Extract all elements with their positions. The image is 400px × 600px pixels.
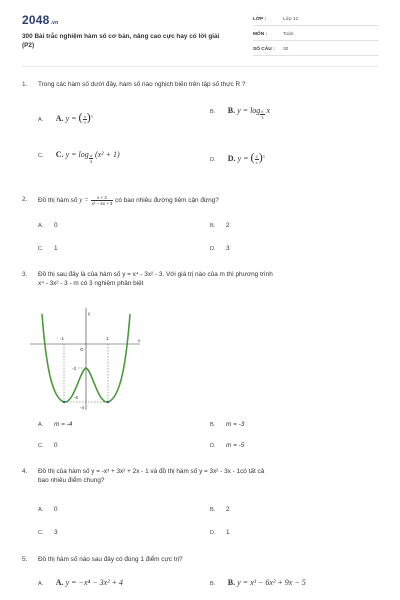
q2-option-c[interactable]: C. 1 [38,245,58,252]
graph-label-y-mid: -3 [72,366,77,371]
q1-option-d[interactable]: D. D. y = ( $\frac{2}{e}$ )$^x$ [210,150,265,165]
question-1: 1. Trong các hàm số dưới đây, hàm số nào nghịch biến trên tập số thực R ? [22,81,246,88]
graph-label-x-neg: -1 [60,336,65,341]
q2-option-d[interactable]: D. 3 [210,245,230,252]
q4-option-c[interactable]: C. 3 [38,529,58,536]
meta-row-count: SỐ CÂU : 30 [253,44,379,56]
q3-option-c[interactable]: C. 0 [38,442,58,449]
question-3: 3. Đồ thị sau đây là của hàm số y = x⁴ - 3x² - 3. Với giá trị nào của m thì phương trình x⁴ - 3x² - 3 - m có 3 nghiệm phân biệt [22,271,273,287]
q4-option-a[interactable]: A. 0 [38,506,58,513]
quartic-graph [28,306,146,412]
question-5: 5. Đồ thị hàm số nào sau đây có đúng 1 điểm cực trị? [22,556,183,563]
q3-option-d[interactable]: D. m = -5 [210,442,245,449]
q1-option-c[interactable]: C. C. y = log $\frac{\pi}{4}$ (x² + 1) [38,150,120,164]
graph-label-origin: O [80,347,84,352]
site-logo[interactable]: 2048.vn [22,13,59,27]
q5-option-b[interactable]: B. B. y = x³ − 6x² + 9x − 5 [210,578,306,587]
question-2: 2. Đồ thị hàm số y = $\frac{x + 2}{\text{x² − 4x + 3}}$ có bao nhiêu đường tiệm cận đứng? [22,195,219,206]
q1-option-b[interactable]: B. B. y = log $\frac{\pi}{3}$ x [210,106,271,120]
graph-label-x: x [138,338,141,343]
question-4: 4. Đồ thị của hàm số y = -x³ + 3x² + 2x - 1 và đồ thị hàm số y = 3x² - 3x - 1có tất cả bao nhiêu điểm chung? [22,468,265,484]
q4-option-b[interactable]: B. 2 [210,506,230,513]
meta-row-subject: MÔN : Toán [253,29,379,41]
q4-option-d[interactable]: D. 1 [210,529,230,536]
graph-label-y-low: -4 [80,405,85,410]
divider [22,66,378,67]
document-title: 300 Bài trắc nghiệm hàm số cơ bản, nâng cao cực hay có lời giải (P2) [22,33,220,49]
q3-option-b[interactable]: B. m = -3 [210,421,245,428]
graph-label-y: y [88,311,91,316]
meta-row-class: LỚP : Lớp 12 [253,14,379,26]
graph-label-y-min: -5 [74,395,79,400]
q2-option-b[interactable]: B. 2 [210,222,230,229]
q3-option-a[interactable]: A. m = -4 [38,421,73,428]
q2-option-a[interactable]: A. 0 [38,222,58,229]
q5-option-a[interactable]: A. A. y = −x⁴ − 3x² + 4 [38,578,123,587]
graph-label-x-pos: 1 [106,336,109,341]
q1-option-a[interactable]: A. A. y = ( $\frac{\pi}{3}$ )$^x$ [38,110,93,125]
